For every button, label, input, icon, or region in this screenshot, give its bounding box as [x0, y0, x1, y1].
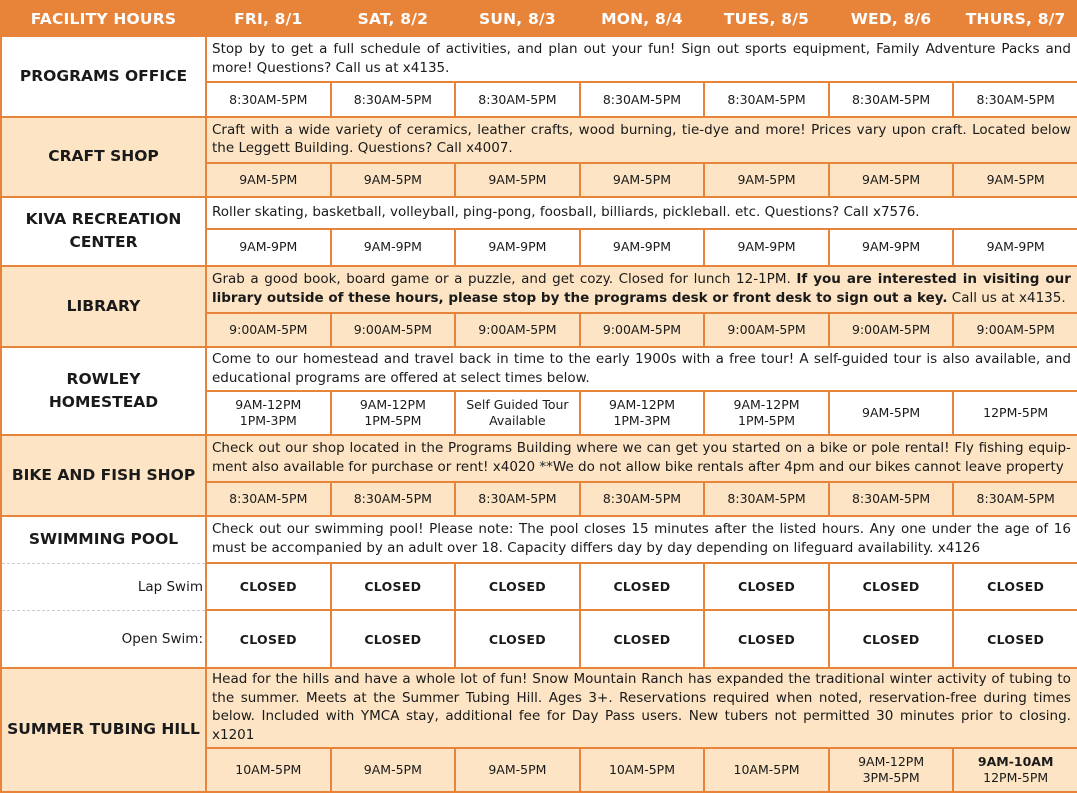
- hours-cell: 9:00AM-5PM: [953, 313, 1077, 347]
- closed-cell: CLOSED: [331, 563, 456, 610]
- library-desc-row: [1, 266, 1077, 313]
- hours-cell: [331, 391, 456, 435]
- pool-open-row: [1, 610, 1077, 667]
- hours-cell: [704, 391, 829, 435]
- hours-cell: 9AM-5PM: [580, 163, 705, 197]
- pool-desc-row: [1, 516, 1077, 563]
- hours-cell: 9AM-9PM: [953, 229, 1077, 265]
- hours-cell: 9:00AM-5PM: [704, 313, 829, 347]
- closed-cell: CLOSED: [829, 610, 954, 667]
- header-day: TUES, 8/5: [704, 1, 829, 36]
- facility-description: Check out our swimming pool! Please note: The pool closes 15 minutes after the listed hours. Any one under the age of 16 must be accompanied by an adult over 18. Capacity differs day by day depending on lifeguard availability. x4126: [206, 516, 1077, 563]
- hours-cell: 8:30AM-5PM: [704, 82, 829, 116]
- header-day: SUN, 8/3: [455, 1, 580, 36]
- hours-line: 9AM-12PM: [359, 397, 426, 413]
- header-day: THURS, 8/7: [953, 1, 1077, 36]
- hours-cell: 8:30AM-5PM: [580, 82, 705, 116]
- hours-cell: 9AM-5PM: [331, 748, 456, 792]
- hours-line: 9AM-12PM: [235, 397, 302, 413]
- header-day: SAT, 8/2: [331, 1, 456, 36]
- closed-cell: CLOSED: [206, 610, 331, 667]
- header-day: MON, 8/4: [580, 1, 705, 36]
- hours-cell: 9:00AM-5PM: [580, 313, 705, 347]
- hours-line: Self Guided Tour: [466, 397, 569, 413]
- programs-office-desc-row: [1, 36, 1077, 82]
- closed-cell: CLOSED: [953, 563, 1077, 610]
- facility-description: Head for the hills and have a whole lot of fun! Snow Mountain Ranch has expanded the traditional winter activity of tubing to the summer. Meets at the Summer Tubing Hill. Ages 3+. Reservations required when noted, reservation-free during times below. Included with YMCA stay, additional fee for Day Pass users. New tubers not permitted 30 minutes prior to closing. x1201: [206, 668, 1077, 748]
- tubing-desc-row: [1, 668, 1077, 748]
- facility-description: Stop by to get a full schedule of activities, and plan out your fun! Sign out sports equipment, Family Adventure Packs and more! Questions? Call us at x4135.: [206, 36, 1077, 82]
- hours-line: 1PM-3PM: [239, 413, 297, 429]
- rowley-desc-row: [1, 347, 1077, 391]
- open-swim-label: Open Swim:: [1, 610, 206, 667]
- hours-cell: [953, 748, 1077, 792]
- hours-line: 12PM-5PM: [983, 769, 1049, 785]
- hours-cell: 12PM-5PM: [953, 391, 1077, 435]
- facility-description: Come to our homestead and travel back in time to the early 1900s with a free tour! A self-guided tour is also available, and educational programs are offered at select times below.: [206, 347, 1077, 391]
- description-text: Call us at x4135.: [947, 289, 1066, 306]
- lap-swim-label: Lap Swim: [1, 563, 206, 610]
- facility-description: Check out our shop located in the Programs Building where we can get you started on a bike or pole rental! Fly fishing equip-ment also available for purchase or rent! x4020 **We do not allow bike rentals after 4pm and our bikes cannot leave property: [206, 435, 1077, 481]
- bike-fish-desc-row: [1, 435, 1077, 481]
- hours-cell: 9AM-9PM: [704, 229, 829, 265]
- hours-line: 1PM-5PM: [364, 413, 422, 429]
- hours-cell: [206, 391, 331, 435]
- hours-cell: 10AM-5PM: [580, 748, 705, 792]
- description-emphasis: If you are interested in visiting our library outside of these hours, please stop by the programs desk or front desk to sign out a key.: [212, 271, 1071, 306]
- closed-cell: CLOSED: [704, 563, 829, 610]
- facility-name-pool: SWIMMING POOL: [1, 516, 206, 563]
- hours-cell: 9AM-5PM: [455, 163, 580, 197]
- hours-cell: 9AM-5PM: [331, 163, 456, 197]
- hours-line: 9AM-12PM: [608, 397, 675, 413]
- closed-cell: CLOSED: [829, 563, 954, 610]
- hours-cell: 9AM-9PM: [455, 229, 580, 265]
- hours-cell: 8:30AM-5PM: [953, 82, 1077, 116]
- description-text: Grab a good book, board game or a puzzle, and get cozy. Closed for lunch 12-1PM.: [212, 271, 797, 288]
- closed-cell: CLOSED: [455, 610, 580, 667]
- hours-line: Available: [489, 413, 546, 429]
- hours-cell: 10AM-5PM: [206, 748, 331, 792]
- hours-cell: 9AM-5PM: [455, 748, 580, 792]
- facility-name-line: ROWLEY: [66, 370, 141, 389]
- hours-cell: 9AM-5PM: [704, 163, 829, 197]
- closed-cell: CLOSED: [704, 610, 829, 667]
- facility-name-line: CENTER: [69, 233, 138, 252]
- hours-cell: 9AM-9PM: [206, 229, 331, 265]
- hours-cell: 9AM-5PM: [829, 163, 954, 197]
- hours-line: 1PM-3PM: [613, 413, 671, 429]
- hours-cell: 8:30AM-5PM: [829, 82, 954, 116]
- hours-cell: 8:30AM-5PM: [206, 482, 331, 516]
- hours-cell: 8:30AM-5PM: [206, 82, 331, 116]
- closed-cell: CLOSED: [580, 610, 705, 667]
- hours-line: 1PM-5PM: [738, 413, 796, 429]
- hours-cell: 9AM-9PM: [331, 229, 456, 265]
- hours-cell: 8:30AM-5PM: [331, 482, 456, 516]
- hours-cell: 9AM-5PM: [829, 391, 954, 435]
- kiva-desc-row: [1, 197, 1077, 229]
- facility-name-craft-shop: CRAFT SHOP: [1, 117, 206, 197]
- facility-name-kiva: [1, 197, 206, 265]
- hours-cell: 8:30AM-5PM: [455, 82, 580, 116]
- hours-cell: 8:30AM-5PM: [704, 482, 829, 516]
- closed-cell: CLOSED: [580, 563, 705, 610]
- pool-lap-row: [1, 563, 1077, 610]
- facility-description: [206, 266, 1077, 313]
- header-day: WED, 8/6: [829, 1, 954, 36]
- hours-line: 9AM-12PM: [733, 397, 800, 413]
- hours-cell: 8:30AM-5PM: [331, 82, 456, 116]
- facility-name-line: KIVA RECREATION: [25, 210, 182, 229]
- facility-name-programs-office: PROGRAMS OFFICE: [1, 36, 206, 116]
- facility-name-bike-fish: BIKE AND FISH SHOP: [1, 435, 206, 515]
- closed-cell: CLOSED: [206, 563, 331, 610]
- facility-name-rowley: [1, 347, 206, 436]
- hours-cell: 8:30AM-5PM: [829, 482, 954, 516]
- hours-cell: 9AM-9PM: [580, 229, 705, 265]
- hours-cell: 9:00AM-5PM: [331, 313, 456, 347]
- hours-line: 9AM-12PM: [858, 753, 925, 769]
- closed-cell: CLOSED: [455, 563, 580, 610]
- facility-description: Craft with a wide variety of ceramics, leather crafts, wood burning, tie-dye and more! Prices vary upon craft. Located below the Leggett Building. Questions? Call x4007.: [206, 117, 1077, 163]
- hours-cell: 9:00AM-5PM: [829, 313, 954, 347]
- hours-cell: 8:30AM-5PM: [455, 482, 580, 516]
- closed-cell: CLOSED: [953, 610, 1077, 667]
- craft-shop-desc-row: [1, 117, 1077, 163]
- header-row: [1, 1, 1077, 36]
- header-day: FRI, 8/1: [206, 1, 331, 36]
- header-title: FACILITY HOURS: [1, 1, 206, 36]
- facility-name-tubing: SUMMER TUBING HILL: [1, 668, 206, 792]
- hours-cell: 10AM-5PM: [704, 748, 829, 792]
- closed-cell: CLOSED: [331, 610, 456, 667]
- facility-name-line: HOMESTEAD: [48, 393, 159, 412]
- hours-line: 3PM-5PM: [862, 769, 920, 785]
- hours-cell: 9AM-5PM: [206, 163, 331, 197]
- hours-line: 9AM-10AM: [977, 753, 1054, 769]
- hours-cell: 9:00AM-5PM: [455, 313, 580, 347]
- hours-cell: [455, 391, 580, 435]
- facility-description: Roller skating, basketball, volleyball, ping-pong, foosball, billiards, pickleball. etc. Questions? Call x7576.: [206, 197, 1077, 229]
- hours-cell: 8:30AM-5PM: [953, 482, 1077, 516]
- hours-cell: [829, 748, 954, 792]
- hours-cell: 9:00AM-5PM: [206, 313, 331, 347]
- hours-cell: 8:30AM-5PM: [580, 482, 705, 516]
- hours-cell: 9AM-9PM: [829, 229, 954, 265]
- facility-name-library: LIBRARY: [1, 266, 206, 347]
- hours-cell: [580, 391, 705, 435]
- hours-cell: 9AM-5PM: [953, 163, 1077, 197]
